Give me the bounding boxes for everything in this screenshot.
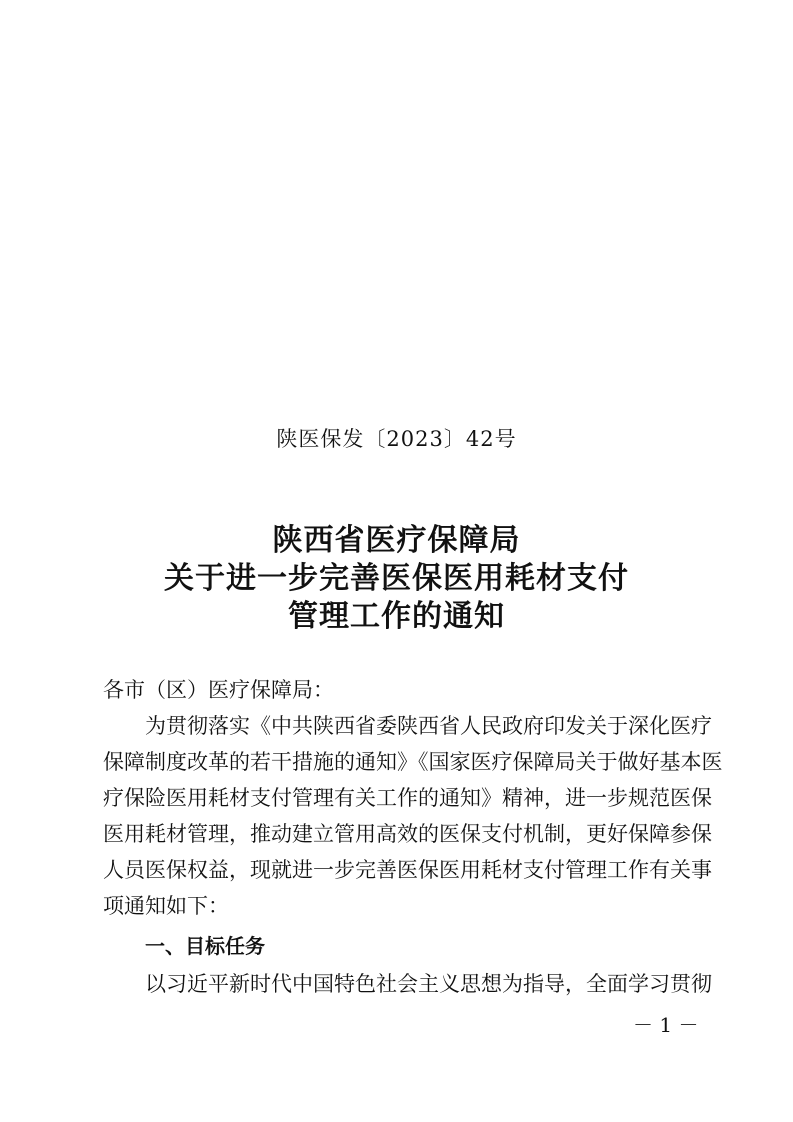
title-line-1: 陕西省医疗保障局 (272, 523, 521, 558)
intro-line-6: 项通知如下： (103, 894, 229, 918)
document-title (0, 522, 793, 636)
document-number: 陕医保发〔2023〕42号 (276, 427, 517, 451)
title-line-2: 关于进一步完善医保医用耗材支付 (164, 561, 629, 596)
title-line-3: 管理工作的通知 (288, 599, 505, 634)
page-number: － 1 － (633, 1013, 699, 1037)
salutation: 各市（区）医疗保障局： (103, 678, 334, 702)
section-heading-1: 一、目标任务 (145, 934, 265, 958)
intro-line-4: 医用耗材管理，推动建立管用高效的医保支付机制，更好保障参保 (103, 822, 712, 846)
intro-line-3: 疗保险医用耗材支付管理有关工作的通知》精神，进一步规范医保 (103, 786, 712, 810)
intro-line-1: 为贯彻落实《中共陕西省委陕西省人民政府印发关于深化医疗 (145, 714, 712, 738)
intro-line-5: 人员医保权益，现就进一步完善医保医用耗材支付管理工作有关事 (103, 858, 712, 882)
section1-line-1: 以习近平新时代中国特色社会主义思想为指导，全面学习贯彻 (145, 972, 712, 996)
intro-line-2: 保障制度改革的若干措施的通知》《国家医疗保障局关于做好基本医 (103, 750, 723, 774)
